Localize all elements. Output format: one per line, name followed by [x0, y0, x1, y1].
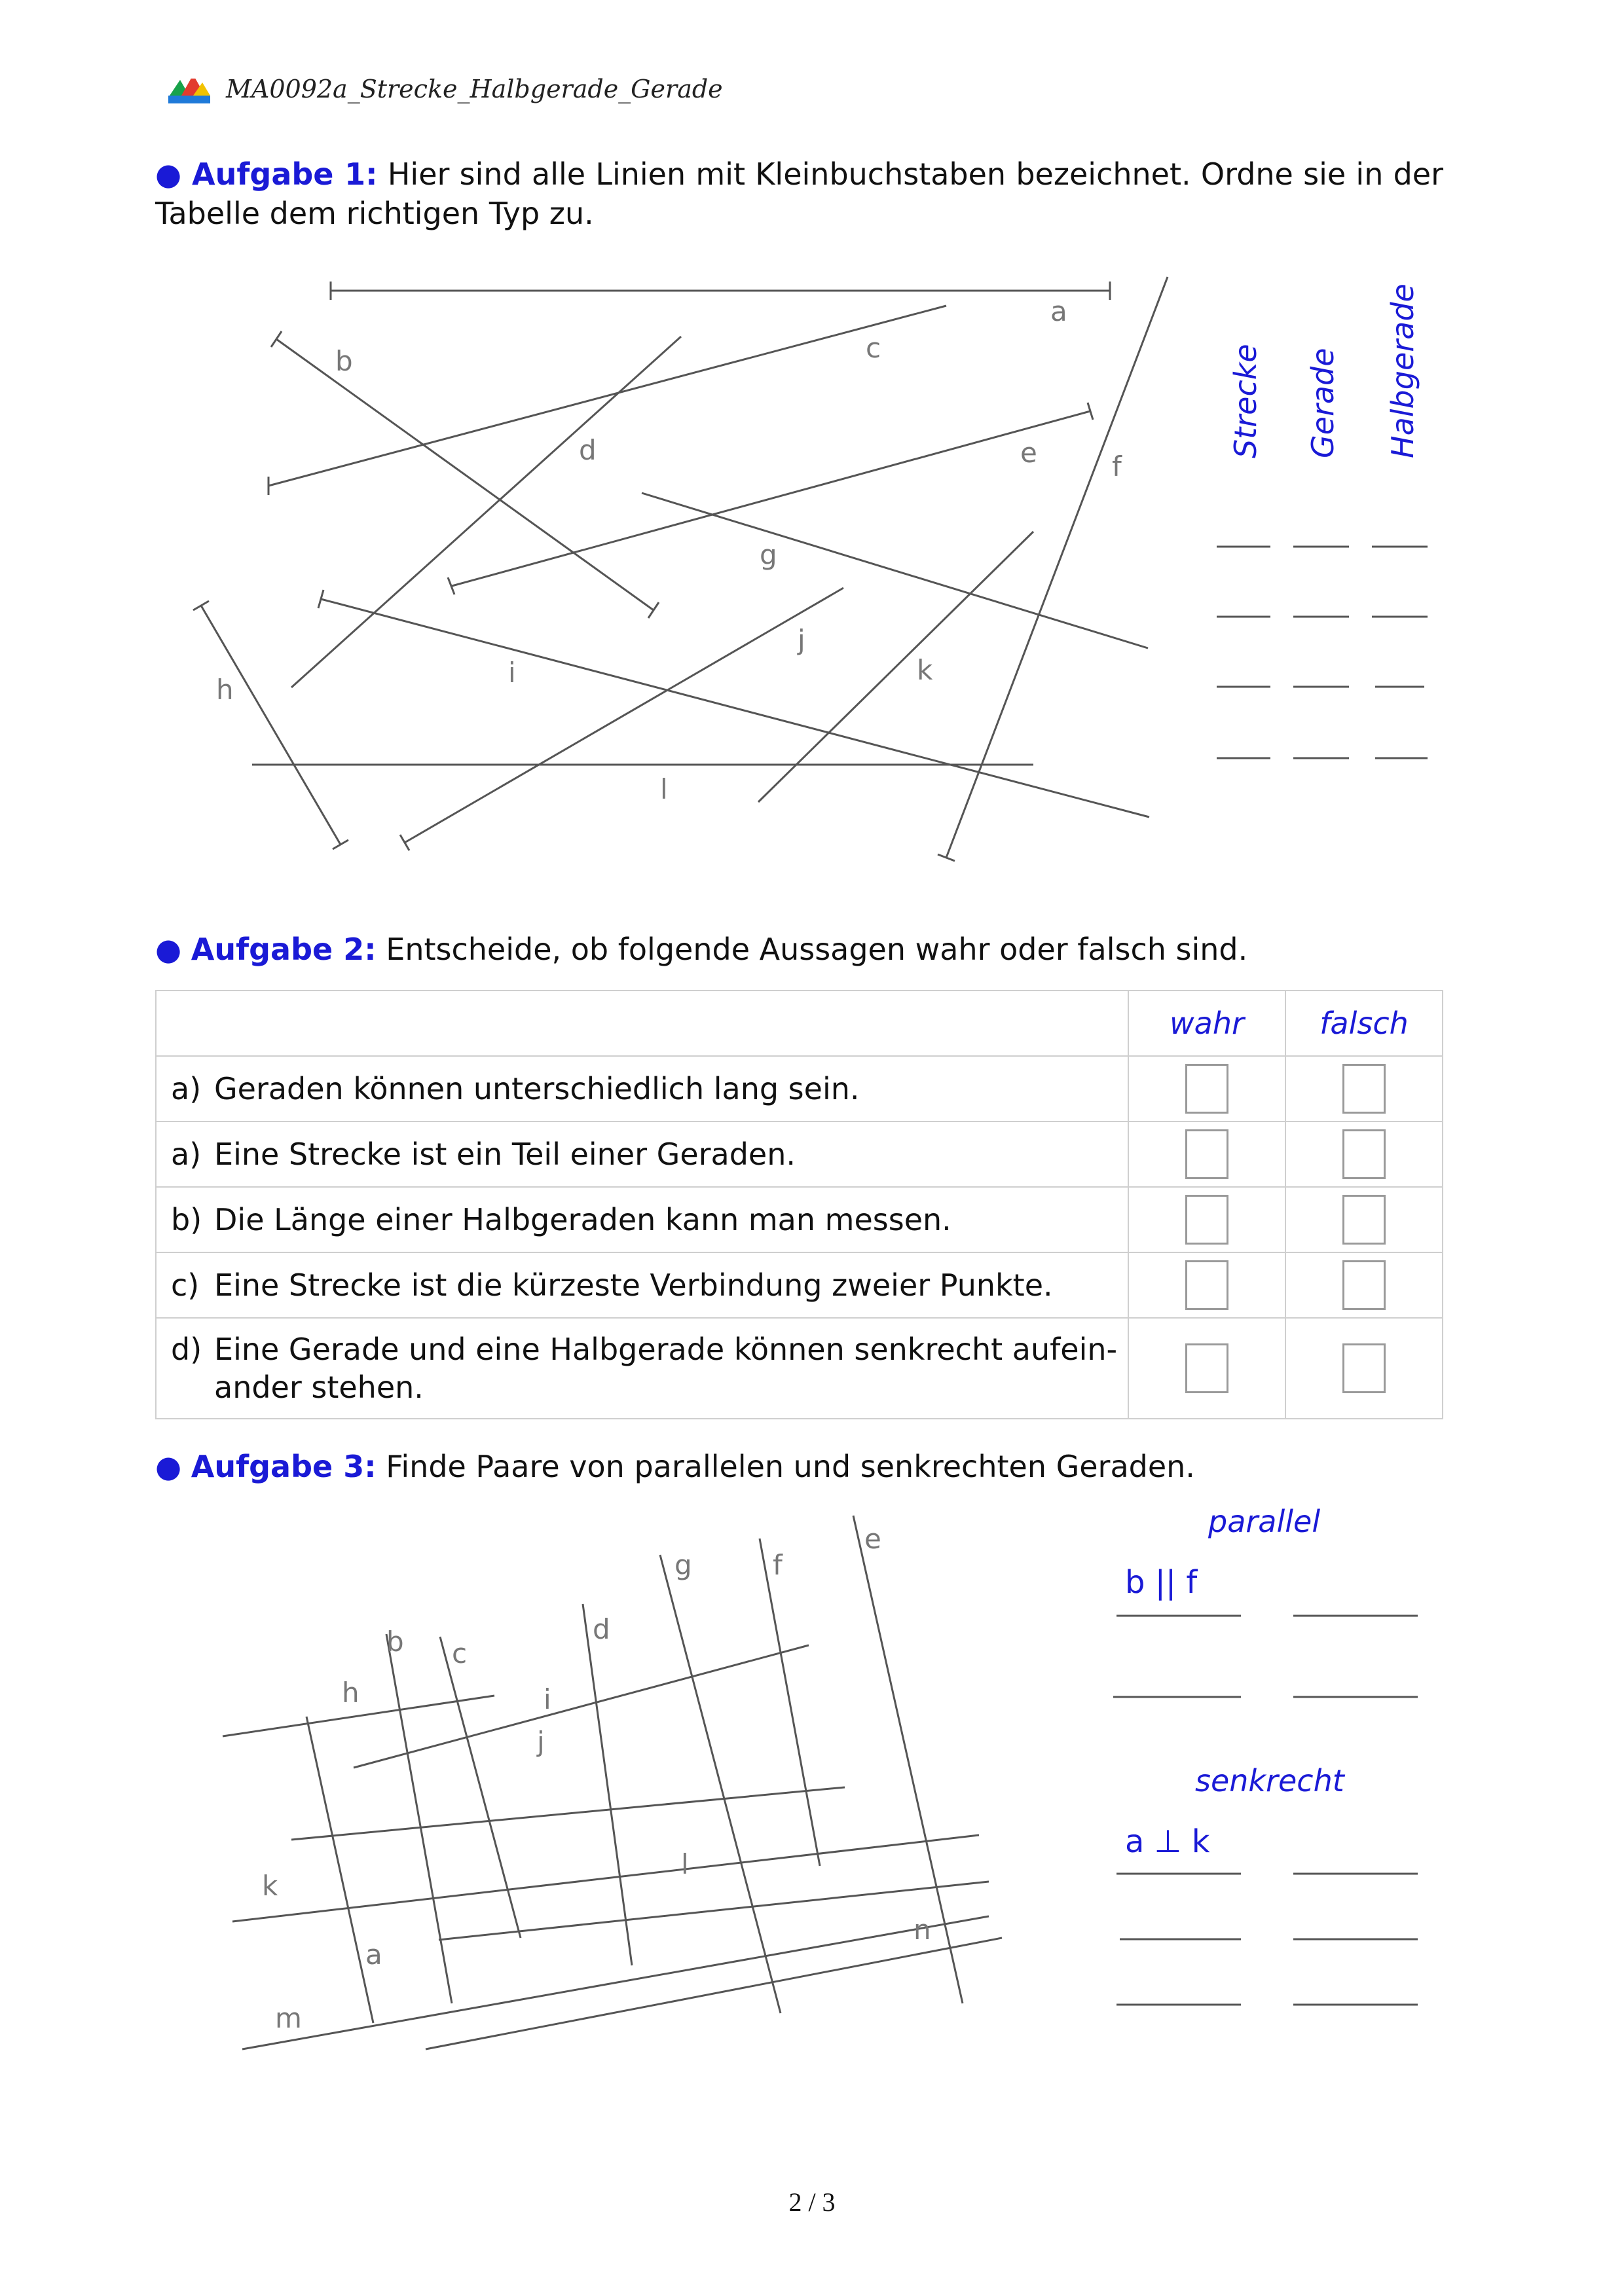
checkbox-falsch[interactable] [1342, 1195, 1386, 1245]
label-g: g [760, 539, 777, 571]
label-j: j [798, 624, 805, 656]
label-i: i [508, 657, 516, 689]
line-f [946, 277, 1168, 858]
task3-label: Aufgabe 3: [191, 1449, 377, 1484]
task2-label: Aufgabe 2: [191, 932, 377, 967]
statement-text: Eine Strecke ist ein Teil einer Geraden. [214, 1137, 796, 1172]
table-row: d) Eine Gerade und eine Halbgerade können senkrecht aufein- ander stehen. [156, 1318, 1443, 1419]
parallel-example: b || f [1125, 1564, 1198, 1601]
line-i [321, 599, 1149, 817]
checkbox-wahr[interactable] [1185, 1129, 1228, 1179]
line-n [426, 1938, 1002, 2049]
table-row: c) Eine Strecke ist die kürzeste Verbindung zweier Punkte. [156, 1252, 1443, 1318]
col-falsch: falsch [1285, 991, 1443, 1056]
bullet-icon: ● [155, 156, 182, 192]
senkrecht-example: a ⊥ k [1125, 1823, 1210, 1860]
label-b: b [335, 345, 353, 377]
label-f: f [1112, 450, 1122, 483]
table-row: a) Geraden können unterschiedlich lang sein. [156, 1056, 1443, 1121]
label-b: b [386, 1626, 404, 1658]
bullet-icon: ● [155, 932, 182, 967]
line-d [291, 337, 681, 687]
line-a [306, 1717, 373, 2023]
label-j: j [537, 1726, 545, 1758]
label-a: a [1050, 295, 1067, 327]
col-strecke: Strecke [1228, 344, 1263, 458]
task2-heading [155, 930, 1443, 969]
col-gerade: Gerade [1305, 348, 1340, 458]
checkbox-wahr[interactable] [1185, 1343, 1228, 1393]
senkrecht-heading: senkrecht [1195, 1763, 1344, 1798]
line-k [232, 1835, 979, 1922]
line-f [760, 1539, 820, 1866]
statement-text: Eine Gerade und eine Halbgerade können senkrecht aufein- [214, 1332, 1118, 1367]
label-n: n [913, 1914, 931, 1946]
bullet-icon: ● [155, 1449, 182, 1484]
label-l: l [660, 773, 668, 805]
col-halbgerade: Halbgerade [1385, 283, 1420, 458]
label-f: f [773, 1549, 783, 1581]
label-m: m [275, 2002, 302, 2034]
statement-text: Die Länge einer Halbgeraden kann man messen. [214, 1202, 951, 1237]
line-b [276, 339, 654, 610]
line-h [201, 606, 341, 845]
line-j [291, 1787, 845, 1840]
checkbox-falsch[interactable] [1342, 1129, 1386, 1179]
label-d: d [593, 1613, 610, 1645]
line-b [386, 1634, 452, 2003]
checkbox-wahr[interactable] [1185, 1260, 1228, 1310]
task2-text: Entscheide, ob folgende Aussagen wahr oder falsch sind. [386, 932, 1248, 967]
label-a: a [365, 1939, 382, 1971]
checkbox-wahr[interactable] [1185, 1064, 1228, 1114]
statement-text-continued: ander stehen. [214, 1370, 424, 1405]
line-d [583, 1604, 632, 1965]
col-wahr: wahr [1128, 991, 1285, 1056]
checkbox-falsch[interactable] [1342, 1064, 1386, 1114]
line-c [268, 306, 946, 486]
label-i: i [544, 1683, 551, 1715]
parallel-heading: parallel [1208, 1504, 1321, 1539]
label-k: k [917, 654, 933, 686]
task1-answer-blanks [1217, 547, 1428, 758]
line-g [660, 1555, 781, 2013]
label-g: g [674, 1549, 692, 1581]
label-c: c [452, 1637, 468, 1669]
document-title: MA0092a_Strecke_Halbgerade_Gerade [226, 75, 723, 103]
checkbox-falsch[interactable] [1342, 1343, 1386, 1393]
task1-figure [0, 0, 1624, 917]
label-l: l [681, 1848, 689, 1880]
task3-text: Finde Paare von parallelen und senkrechten Geraden. [386, 1449, 1195, 1484]
task1-text: Hier sind alle Linien mit Kleinbuchstaben bezeichnet. Ordne sie in der Tabelle dem richtigen Typ zu. [155, 156, 1444, 231]
task3-answer-blanks [1113, 1616, 1418, 2005]
true-false-table [155, 990, 1443, 1419]
label-h: h [216, 674, 234, 706]
label-d: d [579, 434, 597, 466]
task3-figure [0, 1473, 1624, 2128]
checkbox-wahr[interactable] [1185, 1195, 1228, 1245]
line-k [758, 532, 1033, 802]
task1-label: Aufgabe 1: [192, 156, 378, 192]
label-e: e [1020, 437, 1037, 469]
line-g [642, 493, 1148, 648]
line-j [405, 588, 843, 843]
label-e: e [864, 1523, 881, 1555]
statement-text: Eine Strecke ist die kürzeste Verbindung zweier Punkte. [214, 1267, 1053, 1303]
label-h: h [342, 1677, 360, 1709]
label-c: c [866, 332, 881, 364]
checkbox-falsch[interactable] [1342, 1260, 1386, 1310]
table-row: b) Die Länge einer Halbgeraden kann man messen. [156, 1187, 1443, 1252]
label-k: k [262, 1870, 278, 1902]
table-row: a) Eine Strecke ist ein Teil einer Geraden. [156, 1121, 1443, 1187]
statement-text: Geraden können unterschiedlich lang sein. [214, 1071, 860, 1106]
page-number: 2 / 3 [788, 2187, 836, 2217]
